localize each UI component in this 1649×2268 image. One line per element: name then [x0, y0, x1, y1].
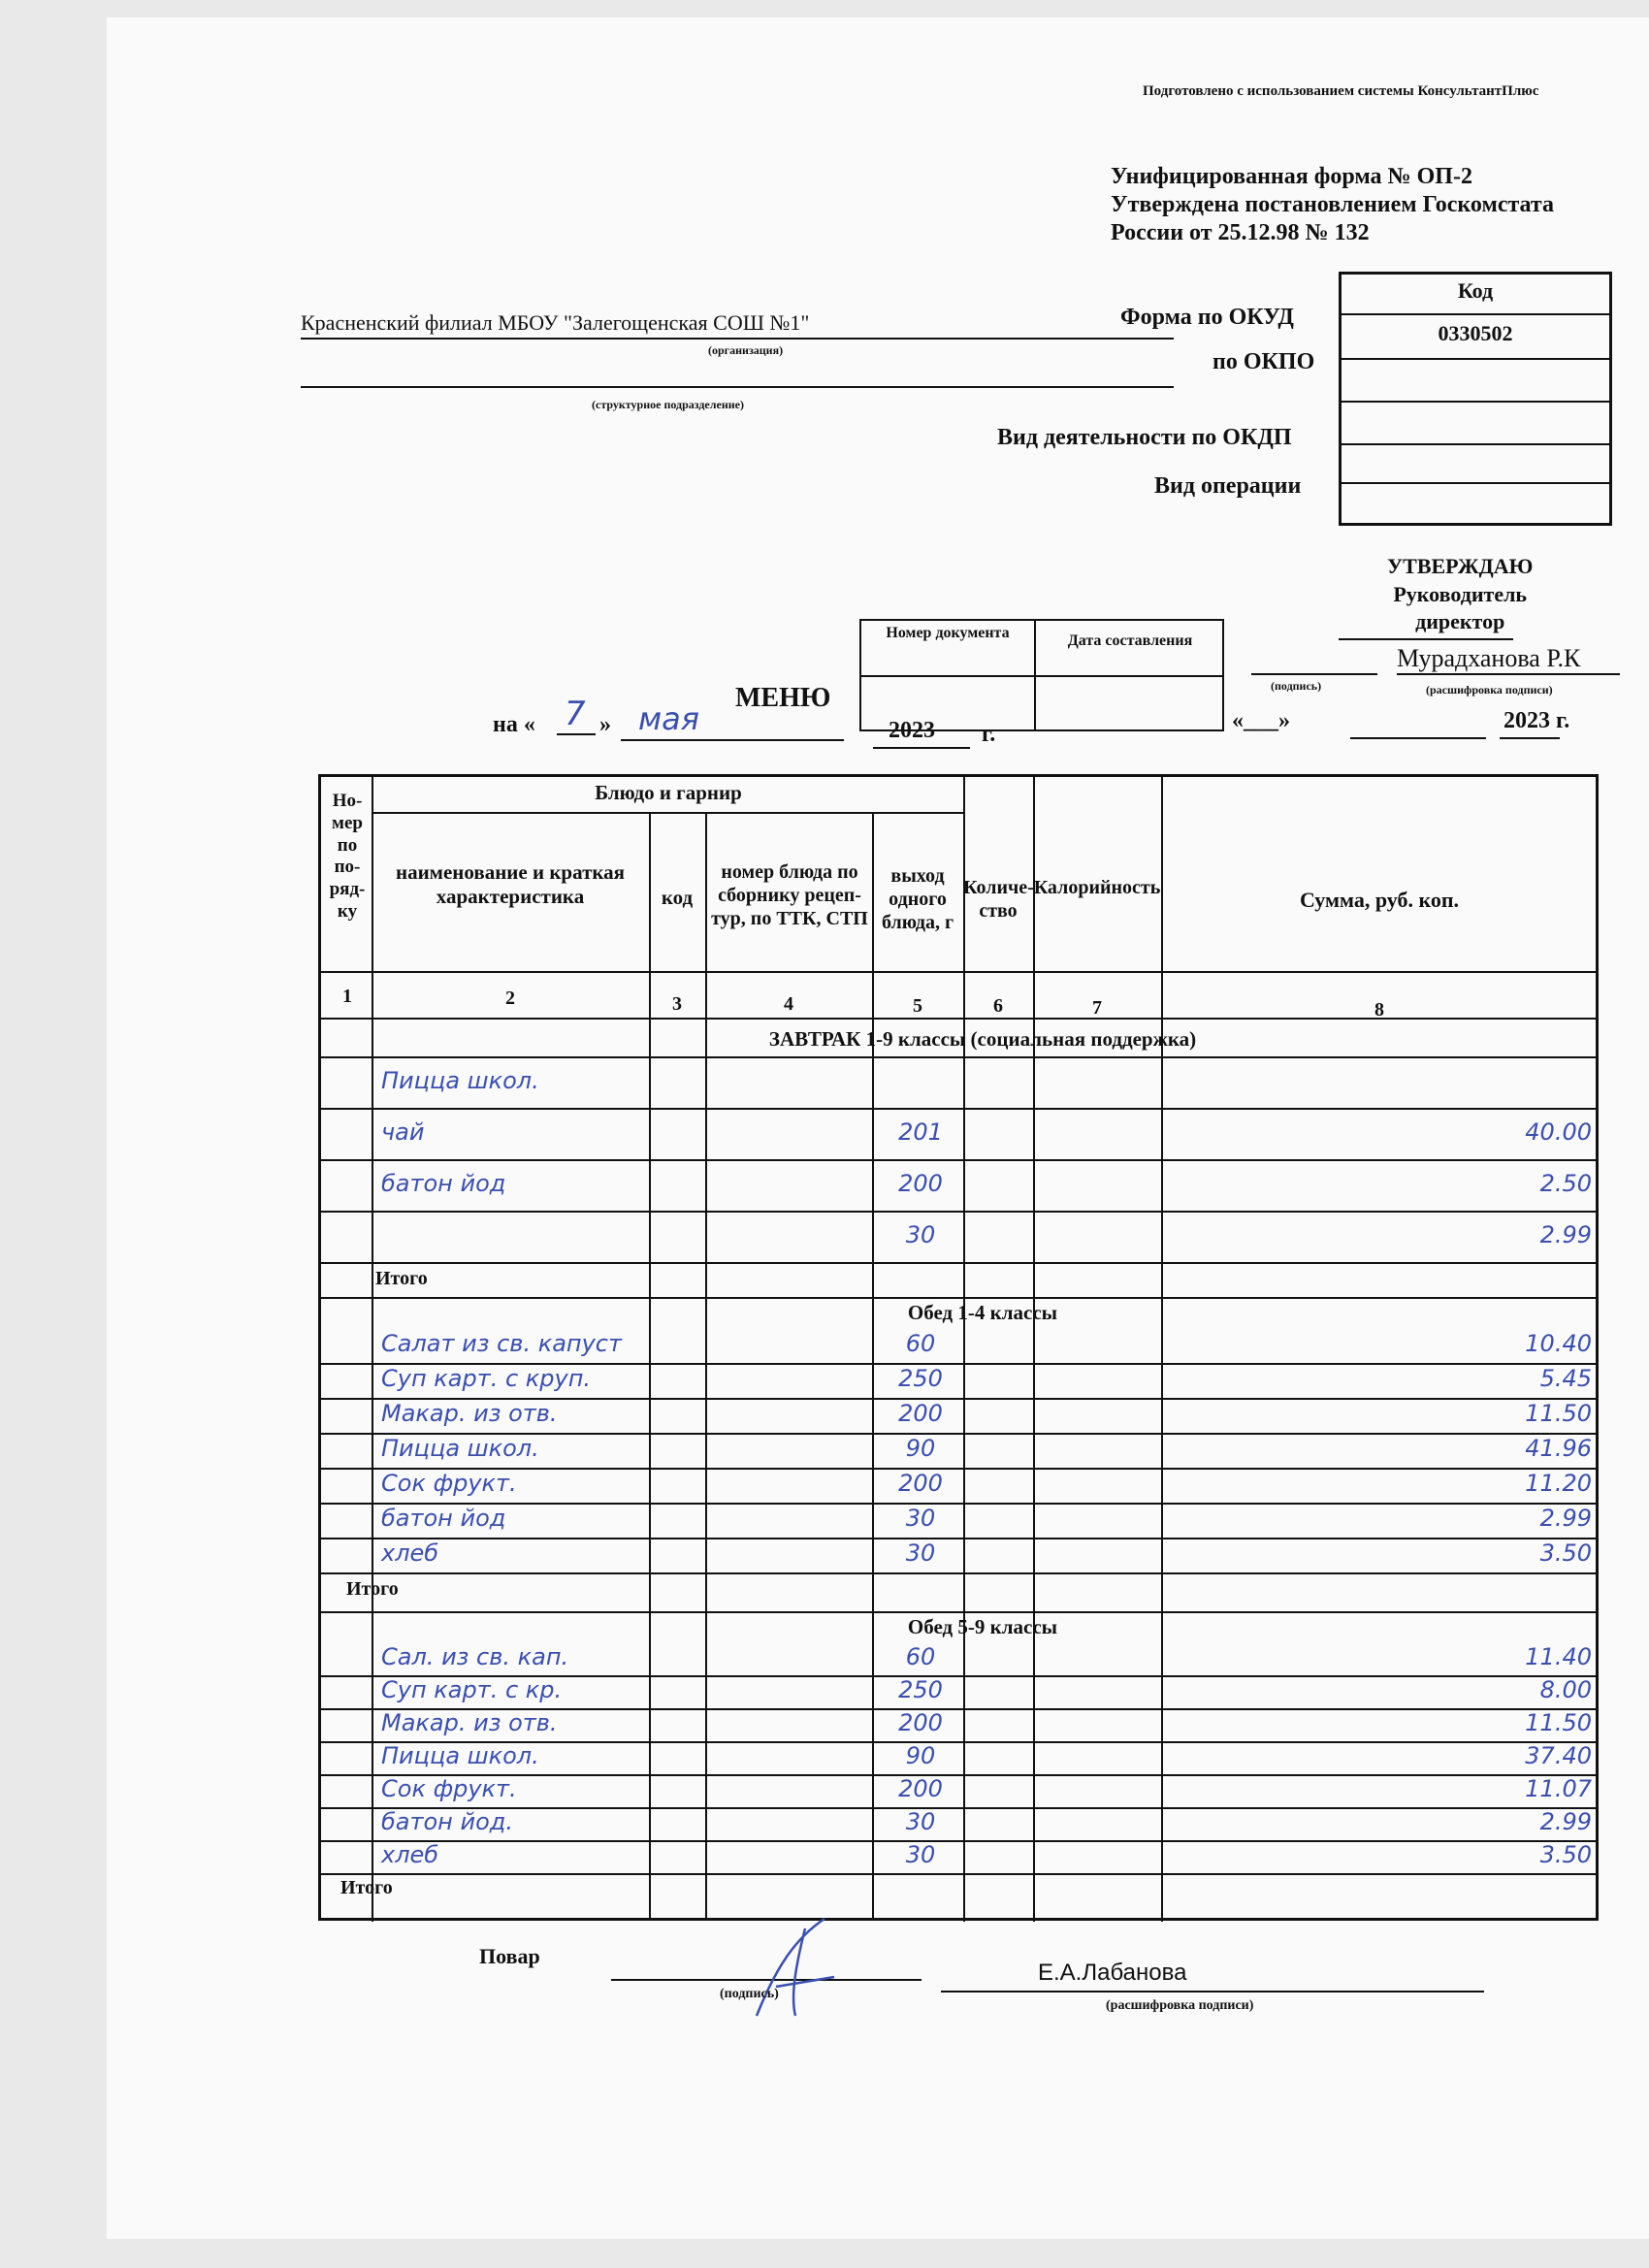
dish-output: 200: [898, 1169, 943, 1197]
dish-name: Суп карт. с кр.: [381, 1676, 563, 1703]
kod-header: Код: [1457, 278, 1494, 303]
table-row: [321, 1211, 1596, 1262]
form-header: [1111, 163, 1554, 246]
dish-sum: 40.00: [1525, 1118, 1592, 1146]
col-sum-header: Сумма, руб. коп.: [1299, 888, 1460, 912]
col-name-header: наименование и краткая характеристика: [395, 860, 626, 909]
dish-sum: 41.96: [1525, 1435, 1592, 1462]
col-qty-header: Количе-ство: [963, 877, 1034, 922]
dish-output: 200: [898, 1775, 943, 1802]
col-number-3: 3: [672, 993, 682, 1015]
dish-name: чай: [381, 1118, 425, 1146]
subdivision-caption: (структурное подразделение): [592, 398, 744, 411]
approver-name: Мурадханова Р.К: [1397, 644, 1581, 672]
table-row: [321, 1642, 1596, 1675]
date-header: Дата составления: [1067, 632, 1193, 649]
dish-sum: 2.50: [1539, 1169, 1592, 1197]
dish-sum: 37.40: [1525, 1742, 1592, 1769]
approve-label: УТВЕРЖДАЮ: [1387, 554, 1534, 578]
dish-sum: 2.99: [1539, 1505, 1592, 1532]
section-breakfast-title: ЗАВТРАК 1-9 классы (социальная поддержка): [768, 1027, 1197, 1051]
table-row: [321, 1741, 1596, 1774]
dish-output: 30: [905, 1841, 936, 1868]
dish-output: 60: [905, 1643, 936, 1670]
col-cal-header: Калорийность: [1033, 877, 1161, 898]
dish-sum: 10.40: [1525, 1330, 1592, 1357]
table-row: [321, 1108, 1596, 1159]
dish-output: 90: [905, 1742, 936, 1769]
dish-output: 30: [905, 1539, 936, 1567]
form-name: Унифицированная форма № ОП-2: [1111, 164, 1472, 189]
section-lunch14-total: Итого: [346, 1578, 399, 1600]
operation-label: Вид операции: [1154, 473, 1302, 499]
dish-name: хлеб: [381, 1841, 439, 1868]
cook-label: Повар: [479, 1944, 540, 1968]
dish-name: Сок фрукт.: [381, 1775, 517, 1802]
dish-name: батон йод.: [381, 1808, 513, 1835]
col-number-7: 7: [1092, 997, 1102, 1019]
okud-value: 0330502: [1438, 321, 1513, 345]
dish-output: 250: [898, 1676, 943, 1703]
menu-day: 7: [565, 695, 586, 733]
col-recipe-header: номер блюда по сборнику рецеп-тур, по ТТК, СТП: [711, 861, 868, 929]
dish-sum: 11.50: [1525, 1709, 1592, 1736]
approval-block: [1387, 553, 1533, 636]
dish-sum: 3.50: [1539, 1841, 1592, 1868]
dish-name: батон йод: [381, 1169, 506, 1197]
dish-name: Макар. из отв.: [381, 1400, 558, 1427]
organization-name: Красненский филиал МБОУ "Залегощенская СОШ №1": [301, 310, 810, 335]
dish-group-header: Блюдо и гарнир: [595, 781, 742, 804]
table-row: [321, 1056, 1596, 1108]
consultant-note: Подготовлено с использованием системы КонсультантПлюс: [1143, 83, 1539, 99]
cook-name: Е.А.Лабанова: [1038, 1960, 1187, 1986]
document-title: МЕНЮ: [735, 683, 831, 713]
dish-sum: 2.99: [1539, 1808, 1592, 1835]
dish-output: 30: [905, 1505, 936, 1532]
dish-name: Сал. из св. кап.: [381, 1643, 569, 1670]
section-lunch59-title: Обед 5-9 классы: [907, 1615, 1058, 1638]
table-row: [321, 1503, 1596, 1538]
section-lunch14-rows: [321, 1328, 1596, 1572]
dish-name: хлеб: [381, 1539, 439, 1567]
col-code-header: код: [661, 886, 694, 909]
dish-sum: 3.50: [1539, 1539, 1592, 1567]
table-row: [321, 1675, 1596, 1708]
position-label: директор: [1415, 609, 1505, 634]
col-number-6: 6: [993, 995, 1003, 1017]
approval-year: 2023 г.: [1504, 708, 1570, 733]
table-row: [321, 1807, 1596, 1840]
col-output-header: выход одного блюда, г: [881, 865, 954, 933]
cook-decipher-caption: (расшифровка подписи): [1106, 1998, 1254, 2013]
dish-output: 200: [898, 1470, 943, 1497]
dish-sum: 2.99: [1539, 1220, 1592, 1248]
codes-box: [1339, 272, 1612, 526]
dish-output: 200: [898, 1709, 943, 1736]
dish-name: Пицца школ.: [381, 1066, 539, 1094]
dish-output: 30: [905, 1220, 936, 1248]
okpo-label: по ОКПО: [1212, 349, 1315, 374]
menu-date-row: на «: [493, 712, 535, 737]
doc-number-header: Номер документа: [886, 625, 1010, 641]
org-caption: (организация): [708, 343, 784, 357]
dish-name: Сок фрукт.: [381, 1470, 517, 1497]
approval-signature-caption: (подпись): [1271, 679, 1322, 693]
menu-table: [318, 774, 1599, 1921]
section-lunch14-title: Обед 1-4 классы: [907, 1301, 1058, 1324]
table-row: [321, 1708, 1596, 1741]
dish-output: 30: [905, 1808, 936, 1835]
dish-name: батон йод: [381, 1505, 506, 1532]
section-lunch59-total: Итого: [340, 1877, 393, 1898]
table-row: [321, 1468, 1596, 1503]
table-row: [321, 1840, 1596, 1873]
table-row: [321, 1538, 1596, 1572]
dish-sum: 11.20: [1525, 1470, 1592, 1497]
col-number-2: 2: [505, 988, 515, 1009]
dish-sum: 8.00: [1539, 1676, 1592, 1703]
menu-month: мая: [638, 700, 699, 737]
dish-sum: 11.40: [1525, 1643, 1592, 1670]
approval-date: «___»: [1232, 708, 1290, 733]
dish-name: Суп карт. с круп.: [381, 1365, 592, 1392]
col-number-8: 8: [1374, 999, 1384, 1021]
col-number-1: 1: [342, 986, 352, 1007]
col-number-4: 4: [784, 993, 793, 1015]
col-number-5: 5: [913, 995, 922, 1017]
dish-output: 201: [898, 1118, 943, 1146]
form-approval: Утверждена постановлением Госкомстата: [1111, 191, 1555, 217]
table-row: [321, 1159, 1596, 1211]
cook-signature-caption: (подпись): [720, 1987, 779, 2001]
dish-output: 200: [898, 1400, 943, 1427]
document-page: Подготовлено с использованием системы КонсультантПлюс Унифицированная форма № ОП-2 Утверждена постановлением Госкомстата России от 25.12.98 № 132 Код 0330502 Форма по ОКУД по ОКПО Вид деятельности по ОКДП Вид операции Красненский филиал МБОУ "Залегощенская СОШ №1" (организация) (структурное подразделение) УТВЕРЖДАЮ Руководитель директор Мурадханова Р.К (подпись) (расшифровка подписи) «___» 2023 г. Номер документа Дата составления МЕНЮ на « 7 » мая 2023 г. Но-мер по по-ряд-ку Блюдо и гарнир наименование и краткая характеристика код номер блюда по сборнику рецеп-тур, по ТТК, СТП выход одного блюда, г Количе-ство Калорийность Сумма, руб. коп. 1 2 3 4 5 6 7 8 ЗАВТРАК 1-9 классы (социальная поддержка) Пицца школ. чай 201 40.00 батон йод 200 2.50 30 2.99 Итого Обед 1-4 классы Салат из св. капуст 60 10.40 Суп карт. с круп. 250 5.45 Макар. из отв. 200 11.50 Пицца школ. 90 41.96 Сок фрукт. 200 11.20 батон йод 30 2.99 хлеб 30 3.50 Итого Обед 5-9 классы Сал. из св. кап. 60 11.40 Суп карт. с кр. 250 8.00 Макар. из отв. 200 11.50 Пицца школ. 90 37.40 Сок фрукт. 200 11.07 батон йод. 30 2.99 хлеб 30 3.50 Итого Повар (подпись) Е.А.Лабанова (расшифровка подписи): [107, 17, 1649, 2239]
section-breakfast-total: Итого: [375, 1268, 428, 1289]
cook-signature: [737, 1909, 854, 2025]
dish-output: 60: [905, 1330, 936, 1357]
section-breakfast-rows: [321, 1056, 1596, 1262]
dish-name: Пицца школ.: [381, 1742, 539, 1769]
table-row: [321, 1328, 1596, 1363]
table-row: [321, 1363, 1596, 1398]
doc-box: [859, 619, 1224, 731]
col-num-header: Но-мер по по-ряд-ку: [329, 791, 366, 922]
menu-year: 2023: [889, 718, 935, 743]
dish-sum: 5.45: [1539, 1365, 1592, 1392]
dish-name: Макар. из отв.: [381, 1709, 558, 1736]
okud-label: Форма по ОКУД: [1120, 305, 1294, 330]
table-row: [321, 1398, 1596, 1433]
head-label: Руководитель: [1393, 581, 1528, 606]
section-lunch59-rows: [321, 1642, 1596, 1873]
table-row: [321, 1433, 1596, 1468]
dish-name: Салат из св. капуст: [381, 1330, 622, 1357]
table-row: [321, 1774, 1596, 1807]
okdp-label: Вид деятельности по ОКДП: [997, 425, 1292, 450]
dish-output: 250: [898, 1365, 943, 1392]
dish-output: 90: [905, 1435, 936, 1462]
dish-name: Пицца школ.: [381, 1435, 539, 1462]
form-approval-date: России от 25.12.98 № 132: [1111, 219, 1370, 245]
dish-sum: 11.07: [1525, 1775, 1592, 1802]
dish-sum: 11.50: [1525, 1400, 1592, 1427]
approval-decipher-caption: (расшифровка подписи): [1426, 683, 1553, 697]
